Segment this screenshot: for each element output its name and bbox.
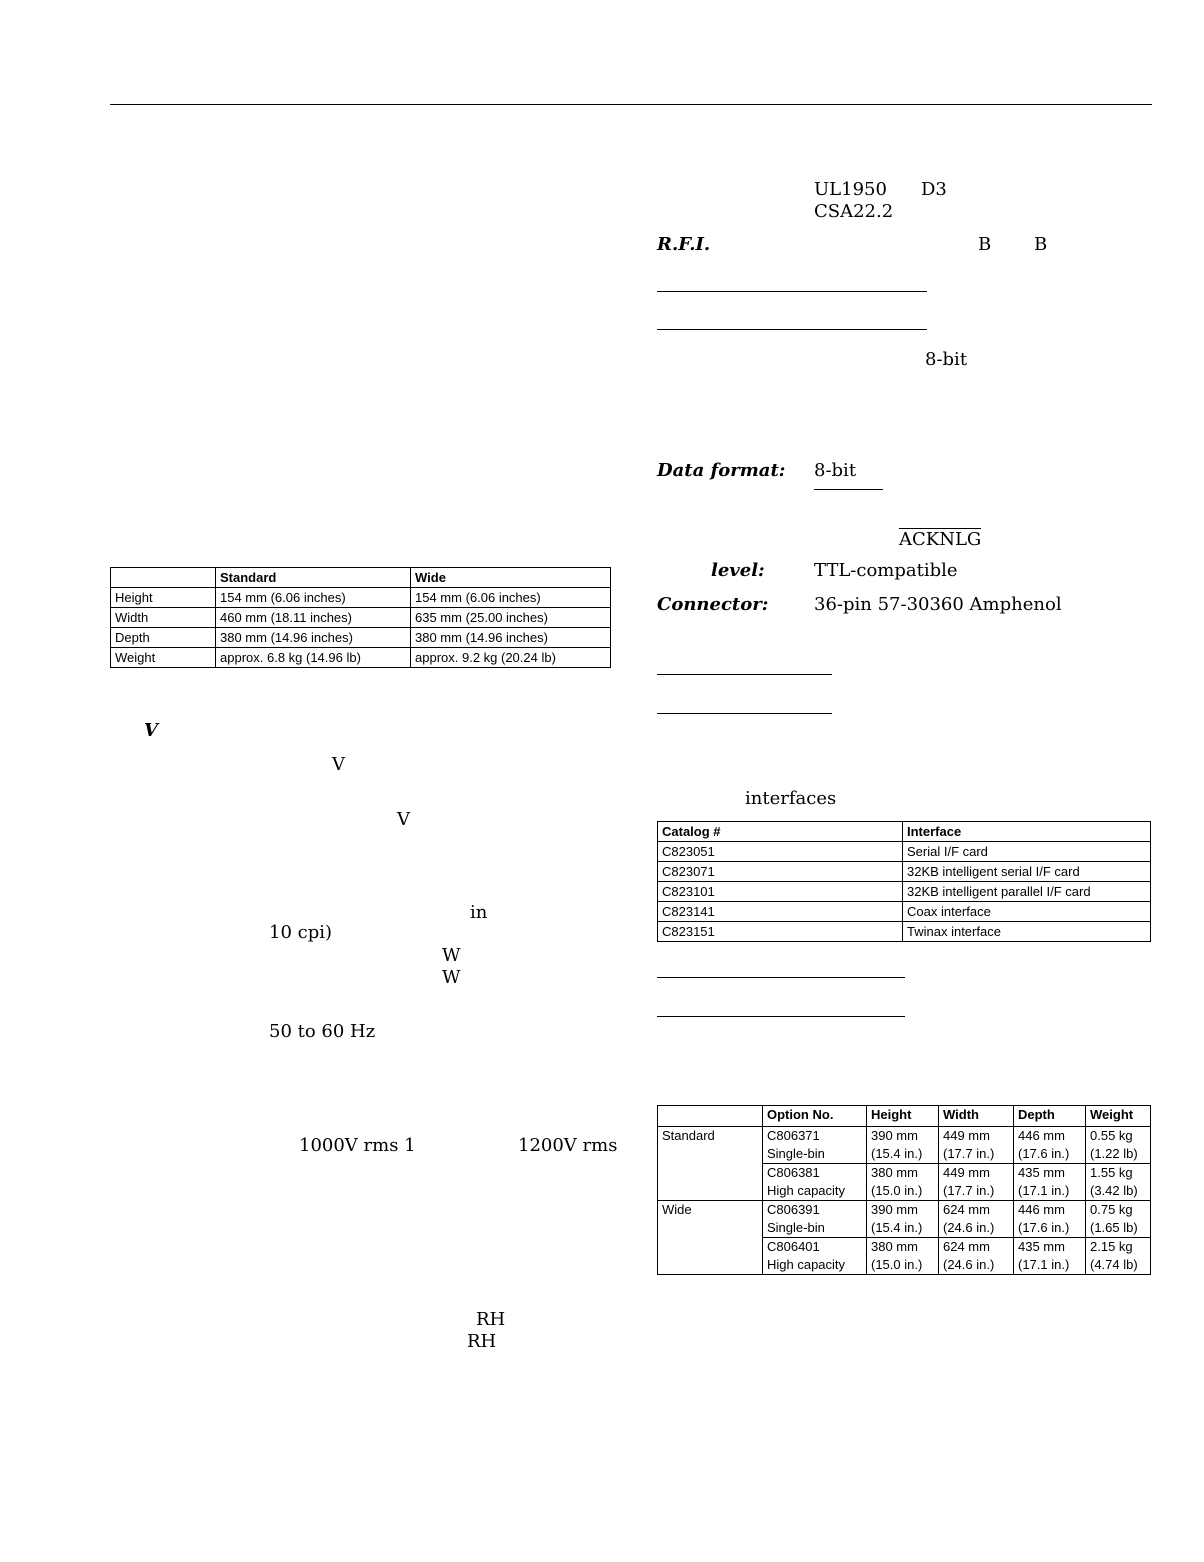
connector-value: 36-pin 57-30360 Amphenol	[814, 594, 1062, 615]
dims-cell: 635 mm (25.00 inches)	[411, 608, 611, 628]
bin-option-no: C806401	[767, 1239, 820, 1254]
level-value: TTL-compatible	[814, 560, 958, 581]
bin-header-width: Width	[939, 1106, 1014, 1127]
iface-header-catalog: Catalog #	[658, 822, 903, 842]
section-underline	[657, 329, 927, 330]
bin-cell	[1086, 1127, 1151, 1164]
bin-option-type: High capacity	[767, 1183, 846, 1198]
bin-cell	[1086, 1238, 1151, 1275]
dielectric-text-1: 1000V rms 1	[299, 1135, 416, 1156]
bin-weight: 1.55 kg	[1090, 1165, 1133, 1180]
bin-cell	[763, 1201, 867, 1238]
table-row	[658, 1127, 1151, 1164]
level-label: level:	[711, 560, 765, 581]
bin-width: 624 mm	[943, 1202, 990, 1217]
bin-option-no: C806371	[767, 1128, 820, 1143]
dims-cell: Depth	[111, 628, 216, 648]
safety-standard-d3: D3	[921, 179, 947, 200]
bin-header-depth: Depth	[1014, 1106, 1086, 1127]
bin-depth-in: (17.6 in.)	[1018, 1220, 1070, 1235]
voltage-unit-1: V	[332, 754, 345, 775]
bin-cell	[939, 1164, 1014, 1201]
bin-height-in: (15.4 in.)	[871, 1220, 923, 1235]
bin-width: 449 mm	[943, 1128, 990, 1143]
output-bin-table	[657, 1105, 1151, 1275]
iface-cell: C823101	[658, 882, 903, 902]
bin-cell	[939, 1127, 1014, 1164]
dims-header-standard: Standard	[216, 568, 411, 588]
rfi-class-b-1: B	[978, 234, 992, 255]
bin-cell	[1086, 1201, 1151, 1238]
section-underline	[657, 674, 832, 675]
bin-width-in: (24.6 in.)	[943, 1257, 995, 1272]
bin-option-no: C806381	[767, 1165, 820, 1180]
rfi-class-b-2: B	[1034, 234, 1048, 255]
bin-height: 380 mm	[871, 1165, 918, 1180]
bin-header-weight: Weight	[1086, 1106, 1151, 1127]
table-row	[111, 588, 611, 608]
bin-height-in: (15.0 in.)	[871, 1257, 923, 1272]
bin-group-label: Wide	[658, 1201, 763, 1275]
voltage-unit-2: V	[397, 809, 410, 830]
dims-header-blank	[111, 568, 216, 588]
iface-cell: Twinax interface	[903, 922, 1151, 942]
bin-depth: 435 mm	[1018, 1239, 1065, 1254]
dims-cell: approx. 6.8 kg (14.96 lb)	[216, 648, 411, 668]
data-format-value: 8-bit	[814, 460, 857, 481]
bin-depth: 435 mm	[1018, 1165, 1065, 1180]
iface-cell: 32KB intelligent serial I/F card	[903, 862, 1151, 882]
bin-cell	[867, 1238, 939, 1275]
dimensions-table	[110, 567, 611, 668]
table-row	[658, 922, 1151, 942]
bin-weight-lb: (1.65 lb)	[1090, 1220, 1138, 1235]
bin-depth-in: (17.6 in.)	[1018, 1146, 1070, 1161]
interfaces-heading: interfaces	[745, 788, 837, 809]
bin-cell	[867, 1201, 939, 1238]
dims-cell: Height	[111, 588, 216, 608]
section-underline	[657, 713, 832, 714]
safety-standard-csa: CSA22.2	[814, 201, 894, 222]
bin-cell	[1014, 1127, 1086, 1164]
frequency-text: 50 to 60 Hz	[269, 1021, 376, 1042]
dims-cell: 380 mm (14.96 inches)	[411, 628, 611, 648]
dims-cell: Weight	[111, 648, 216, 668]
dims-cell: 154 mm (6.06 inches)	[216, 588, 411, 608]
bin-cell	[763, 1164, 867, 1201]
dielectric-text-2: 1200V rms	[518, 1135, 618, 1156]
interfaces-table	[657, 821, 1151, 942]
table-row	[658, 1201, 1151, 1238]
iface-cell: 32KB intelligent parallel I/F card	[903, 882, 1151, 902]
table-row	[658, 862, 1151, 882]
bin-weight: 0.55 kg	[1090, 1128, 1133, 1143]
bin-depth: 446 mm	[1018, 1128, 1065, 1143]
bin-cell	[939, 1238, 1014, 1275]
bin-cell	[867, 1164, 939, 1201]
bin-height-in: (15.0 in.)	[871, 1183, 923, 1198]
humidity-unit-1: RH	[476, 1309, 506, 1330]
bin-option-type: High capacity	[767, 1257, 846, 1272]
rfi-label: R.F.I.	[657, 234, 711, 255]
table-row	[111, 628, 611, 648]
in-text: in	[470, 902, 488, 923]
bin-weight-lb: (1.22 lb)	[1090, 1146, 1138, 1161]
iface-cell: C823071	[658, 862, 903, 882]
bin-cell	[1014, 1238, 1086, 1275]
bin-header-blank	[658, 1106, 763, 1127]
iface-cell: Coax interface	[903, 902, 1151, 922]
table-row	[111, 648, 611, 668]
dims-cell: 154 mm (6.06 inches)	[411, 588, 611, 608]
bin-header-option: Option No.	[763, 1106, 867, 1127]
table-row	[658, 882, 1151, 902]
table-row	[658, 902, 1151, 922]
iface-cell: C823051	[658, 842, 903, 862]
signal-overline	[814, 489, 883, 490]
iface-cell: C823151	[658, 922, 903, 942]
iface-header-interface: Interface	[903, 822, 1151, 842]
iface-cell: Serial I/F card	[903, 842, 1151, 862]
bin-option-type: Single-bin	[767, 1146, 825, 1161]
bin-option-type: Single-bin	[767, 1220, 825, 1235]
dims-cell: 460 mm (18.11 inches)	[216, 608, 411, 628]
bin-width-in: (24.6 in.)	[943, 1220, 995, 1235]
bin-group-label: Standard	[658, 1127, 763, 1201]
watts-unit-1: W	[442, 945, 461, 966]
bin-cell	[763, 1238, 867, 1275]
table-header-row	[658, 1106, 1151, 1127]
section-underline	[657, 291, 927, 292]
bin-height-in: (15.4 in.)	[871, 1146, 923, 1161]
bin-depth-in: (17.1 in.)	[1018, 1183, 1070, 1198]
bin-weight-lb: (4.74 lb)	[1090, 1257, 1138, 1272]
header-rule	[110, 104, 1152, 105]
bin-header-height: Height	[867, 1106, 939, 1127]
table-row	[111, 608, 611, 628]
bin-width-in: (17.7 in.)	[943, 1146, 995, 1161]
parallel-bit-text: 8-bit	[925, 349, 968, 370]
bin-width-in: (17.7 in.)	[943, 1183, 995, 1198]
connector-label: Connector:	[657, 594, 769, 615]
bin-height: 390 mm	[871, 1128, 918, 1143]
dims-cell: 380 mm (14.96 inches)	[216, 628, 411, 648]
bin-weight-lb: (3.42 lb)	[1090, 1183, 1138, 1198]
acknlg-signal: ACKNLG	[899, 529, 982, 550]
section-underline	[657, 1016, 905, 1017]
dims-cell: approx. 9.2 kg (20.24 lb)	[411, 648, 611, 668]
voltage-label: V	[144, 720, 158, 741]
cpi-text: 10 cpi)	[269, 922, 333, 943]
bin-height: 390 mm	[871, 1202, 918, 1217]
bin-depth-in: (17.1 in.)	[1018, 1257, 1070, 1272]
dims-header-wide: Wide	[411, 568, 611, 588]
data-format-label: Data format:	[657, 460, 786, 481]
bin-cell	[1014, 1201, 1086, 1238]
bin-width: 449 mm	[943, 1165, 990, 1180]
bin-cell	[867, 1127, 939, 1164]
table-header-row	[111, 568, 611, 588]
dims-cell: Width	[111, 608, 216, 628]
watts-unit-2: W	[442, 967, 461, 988]
bin-width: 624 mm	[943, 1239, 990, 1254]
bin-option-no: C806391	[767, 1202, 820, 1217]
bin-weight: 0.75 kg	[1090, 1202, 1133, 1217]
bin-cell	[939, 1201, 1014, 1238]
bin-weight: 2.15 kg	[1090, 1239, 1133, 1254]
iface-cell: C823141	[658, 902, 903, 922]
bin-cell	[763, 1127, 867, 1164]
safety-standard-ul: UL1950	[814, 179, 887, 200]
bin-cell	[1014, 1164, 1086, 1201]
table-row	[658, 842, 1151, 862]
humidity-unit-2: RH	[467, 1331, 497, 1352]
bin-height: 380 mm	[871, 1239, 918, 1254]
bin-depth: 446 mm	[1018, 1202, 1065, 1217]
table-header-row	[658, 822, 1151, 842]
section-underline	[657, 977, 905, 978]
bin-cell	[1086, 1164, 1151, 1201]
